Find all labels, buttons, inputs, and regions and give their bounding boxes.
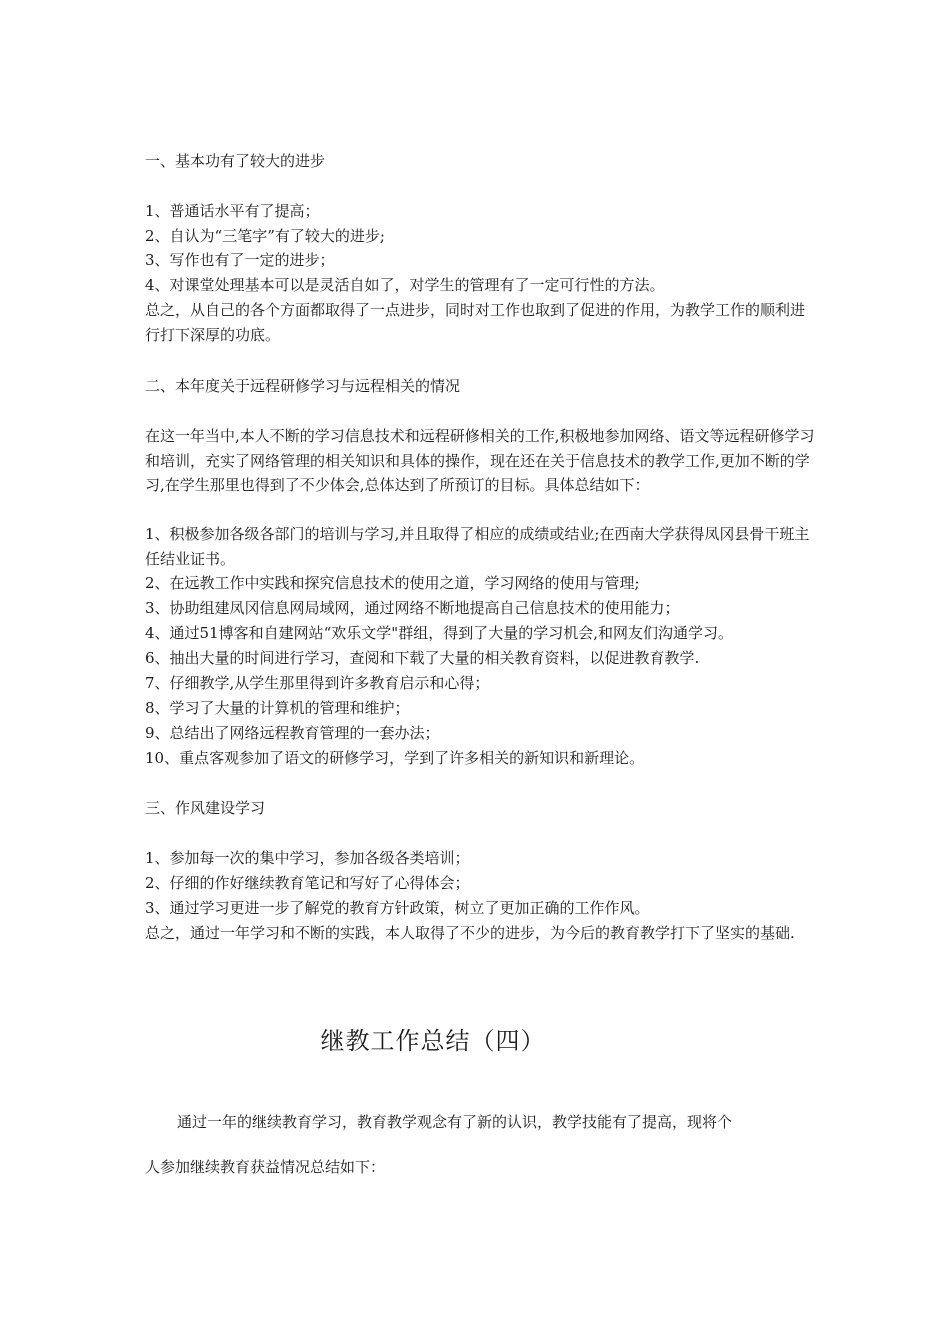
section2-intro: 在这一年当中,本人不断的学习信息技术和远程研修相关的工作,积极地参加网络、语文等远程研修学习和培训，充实了网络管理的相关知识和具体的操作，现在还在关于信息技术的教学工作,更加不断的学习,在学生那里也得到了不少体会,总体达到了所预订的目标。具体总结如下： [145,427,815,494]
section1-item-4: 4、对课堂处理基本可以是灵活自如了，对学生的管理有了一定可行性的方法。 [145,276,665,294]
section3-summary: 总之，通过一年学习和不断的实践，本人取得了不少的进步，为今后的教育教学打下了坚实的基础. [145,924,795,942]
section2-item-4: 4、通过51博客和自建网站“欢乐文学"群组，得到了大量的学习机会,和网友们沟通学习。 [145,624,733,642]
section2-item-8: 8、学习了大量的计算机的管理和维护； [145,699,410,717]
section2-item-3: 3、协助组建凤冈信息网局域网，通过网络不断地提高自己信息技术的使用能力； [145,599,680,617]
section3-item-3: 3、通过学习更进一步了解党的教育方针政策，树立了更加正确的工作作风。 [145,899,650,917]
section1-item-3: 3、写作也有了一定的进步； [145,251,335,269]
part4-title: 继教工作总结（四） [320,1027,546,1055]
section3-item-1: 1、参加每一次的集中学习，参加各级各类培训； [145,849,470,867]
section2-item-2: 2、在远教工作中实践和探究信息技术的使用之道，学习网络的使用与管理; [145,574,640,592]
section2-item-10: 10、重点客观参加了语文的研修学习，学到了许多相关的新知识和新理论。 [145,749,645,767]
section1-item-1: 1、普通话水平有了提高； [145,202,320,220]
section2-item-6: 6、抽出大量的时间进行学习，查阅和下载了大量的相关教育资料，以促进教育教学. [145,649,700,667]
part4-intro-line1: 通过一年的继续教育学习，教育教学观念有了新的认识，教学技能有了提高，现将个 [177,1113,733,1131]
section1-item-2: 2、自认为“三笔字”有了较大的进步; [145,227,385,245]
section2-heading: 二、本年度关于远程研修学习与远程相关的情况 [145,377,461,395]
part4-intro-line2: 人参加继续教育获益情况总结如下： [145,1158,386,1176]
section3-item-2: 2、仔细的作好继续教育笔记和写好了心得体会； [145,874,470,892]
section2-item-1: 1、积极参加各级各部门的培训与学习,并且取得了相应的成绩或结业;在西南大学获得凤冈县骨干班主任结业证书。 [145,525,810,568]
section3-heading: 三、作风建设学习 [145,799,266,817]
section1-summary: 总之，从自己的各个方面都取得了一点进步，同时对工作也取到了促进的作用，为教学工作的顺利进行打下深厚的功底。 [145,301,806,344]
section1-heading: 一、基本功有了较大的进步 [145,152,326,170]
section2-item-7: 7、仔细教学,从学生那里得到许多教育启示和心得； [145,674,490,692]
section2-item-9: 9、总结出了网络远程教育管理的一套办法； [145,724,440,742]
